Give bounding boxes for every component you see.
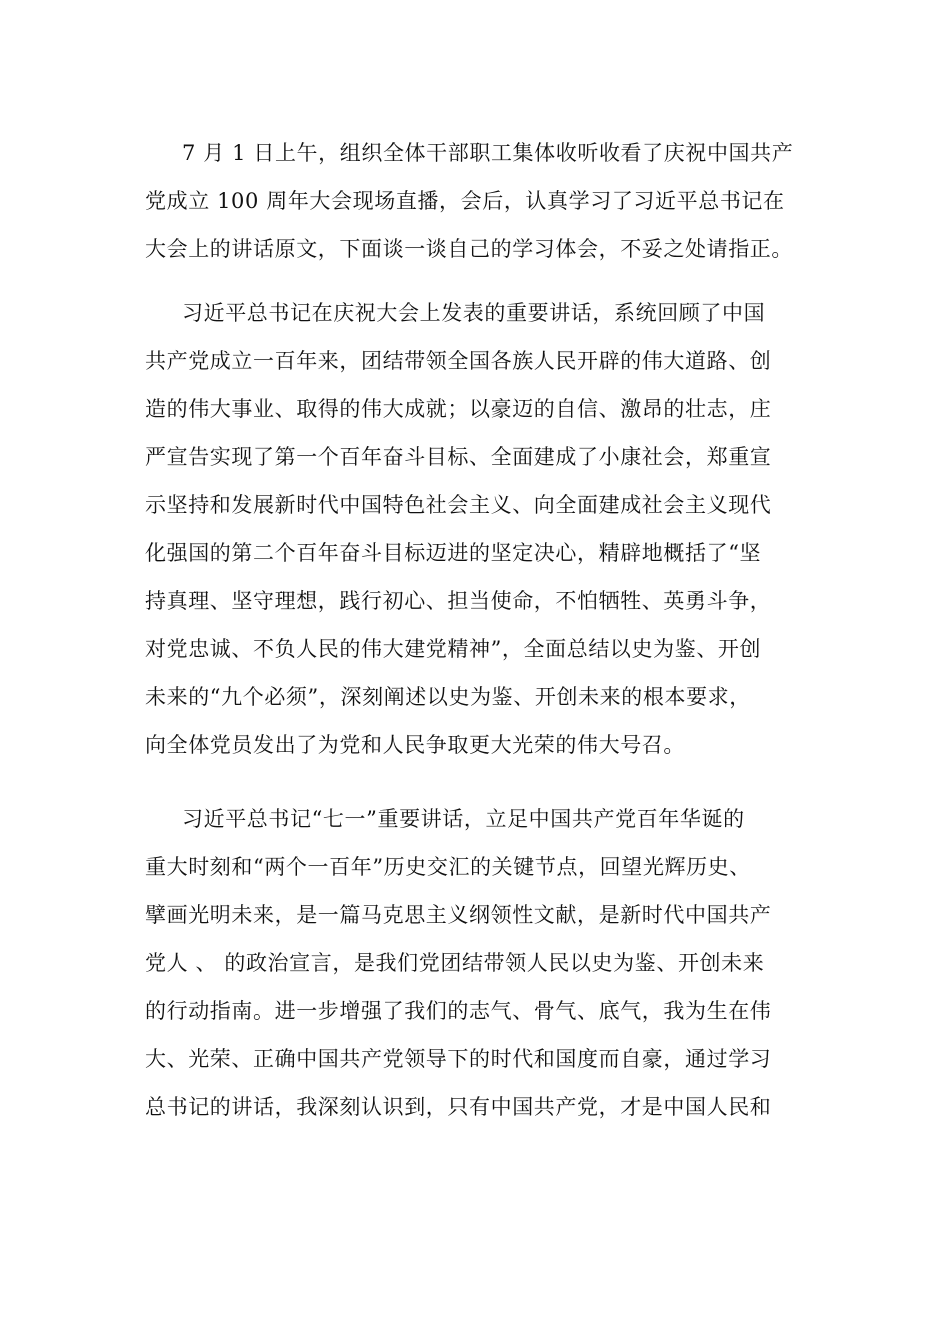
paragraph-2-line-3: 造的伟大事业、取得的伟大成就；以豪迈的自信、激昂的壮志，庄 <box>145 397 772 421</box>
paragraph-2-line-5: 示坚持和发展新时代中国特色社会主义、向全面建成社会主义现代 <box>145 493 772 517</box>
paragraph-3-line-5: 的行动指南。进一步增强了我们的志气、骨气、底气，我为生在伟 <box>145 999 772 1023</box>
paragraph-2-line-9: 未来的“九个必须”，深刻阐述以史为鉴、开创未来的根本要求， <box>145 685 751 709</box>
paragraph-3-line-4: 党人 、 的政治宣言，是我们党团结带领人民以史为鉴、开创未来 <box>145 951 765 975</box>
paragraph-2-line-2: 共产党成立一百年来，团结带领全国各族人民开辟的伟大道路、创 <box>145 349 772 373</box>
paragraph-1-line-2: 党成立 100 周年大会现场直播，会后，认真学习了习近平总书记在 <box>145 189 785 213</box>
paragraph-2-line-6: 化强国的第二个百年奋斗目标迈进的坚定决心，精辟地概括了“坚 <box>145 541 762 565</box>
paragraph-2-line-7: 持真理、坚守理想，践行初心、担当使命，不怕牺牲、英勇斗争， <box>145 589 772 613</box>
paragraph-2-line-8: 对党忠诚、不负人民的伟大建党精神”，全面总结以史为鉴、开创 <box>145 637 762 661</box>
paragraph-3-line-6: 大、光荣、正确中国共产党领导下的时代和国度而自豪，通过学习 <box>145 1047 772 1071</box>
paragraph-1-line-1: 7 月 1 日上午，组织全体干部职工集体收听收看了庆祝中国共产 <box>182 141 794 165</box>
paragraph-3-line-2: 重大时刻和“两个一百年”历史交汇的关键节点，回望光辉历史、 <box>145 855 751 879</box>
paragraph-1-line-3: 大会上的讲话原文，下面谈一谈自己的学习体会，不妥之处请指正。 <box>145 237 793 261</box>
paragraph-2-line-4: 严宣告实现了第一个百年奋斗目标、全面建成了小康社会，郑重宣 <box>145 445 772 469</box>
paragraph-3-line-1: 习近平总书记“七一”重要讲话，立足中国共产党百年华诞的 <box>182 807 745 831</box>
paragraph-2-line-10: 向全体党员发出了为党和人民争取更大光荣的伟大号召。 <box>145 733 685 757</box>
paragraph-3-line-3: 擘画光明未来，是一篇马克思主义纲领性文献，是新时代中国共产 <box>145 903 772 927</box>
paragraph-3-line-7: 总书记的讲话，我深刻认识到，只有中国共产党，才是中国人民和 <box>145 1095 772 1119</box>
paragraph-2-line-1: 习近平总书记在庆祝大会上发表的重要讲话，系统回顾了中国 <box>182 301 766 325</box>
